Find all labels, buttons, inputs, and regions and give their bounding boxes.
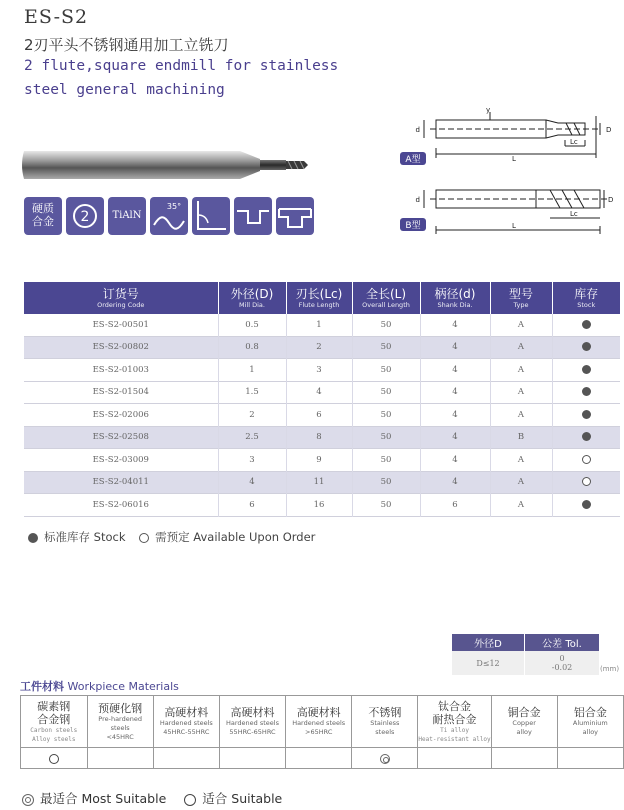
table-row — [24, 449, 620, 472]
slot-icon — [234, 197, 272, 235]
material-name-en: Carbon steels Alloy steels — [30, 726, 78, 743]
cell-type: A — [490, 336, 552, 359]
carbide-icon — [24, 197, 62, 235]
cell-type: A — [490, 404, 552, 427]
cell-d: 4 — [420, 359, 490, 382]
svg-text:2: 2 — [80, 209, 90, 225]
label-Lc-b: Lc — [570, 210, 578, 218]
most-suitable-icon — [22, 794, 34, 806]
cell-stock — [552, 314, 620, 336]
unit-label: (mm) — [600, 665, 620, 673]
cell-L: 50 — [352, 359, 420, 382]
cell-code: ES-S2-00802 — [24, 336, 218, 359]
col-flute-length: 刃长(Lc) Flute Length — [286, 282, 352, 314]
cell-Lc: 1 — [286, 314, 352, 336]
workpiece-title — [20, 678, 179, 694]
cell-D: 1 — [218, 359, 286, 382]
cell-type: A — [490, 494, 552, 517]
cell-D: 0.8 — [218, 336, 286, 359]
cell-stock — [552, 381, 620, 404]
tol-header-tol: 公差 Tol. — [525, 634, 600, 651]
cell-stock — [552, 449, 620, 472]
tol-upper: 0 — [559, 654, 565, 663]
material-suitability — [557, 748, 623, 769]
cell-L: 50 — [352, 471, 420, 494]
material-col-6 — [418, 696, 491, 748]
stock-dot — [582, 320, 591, 329]
cell-type: A — [490, 314, 552, 336]
stock-dot — [582, 365, 591, 374]
material-suitability — [491, 748, 557, 769]
label-L-a: L — [512, 155, 516, 163]
cell-type: A — [490, 381, 552, 404]
table-row — [24, 314, 620, 336]
cell-L: 50 — [352, 314, 420, 336]
stock-dot — [582, 455, 591, 464]
material-name-cn: 高硬材料 — [164, 706, 209, 719]
material-col-1 — [87, 696, 153, 748]
stock-dot — [582, 342, 591, 351]
material-col-4 — [286, 696, 352, 748]
type-a-label: A型 — [405, 155, 421, 165]
cell-type: B — [490, 426, 552, 449]
stock-legend — [28, 529, 315, 545]
material-suitability — [87, 748, 153, 769]
material-col-5 — [352, 696, 418, 748]
svg-text:35°: 35° — [166, 202, 182, 211]
legend-stock: 标准库存 Stock — [44, 530, 126, 544]
material-name-cn: 铜合金 — [507, 706, 541, 719]
material-name-en: Hardened steels >65HRC — [292, 719, 346, 736]
label-D-a: D — [606, 126, 612, 134]
cell-D: 1.5 — [218, 381, 286, 404]
cell-D: 2 — [218, 404, 286, 427]
cell-d: 4 — [420, 426, 490, 449]
legend-most-suitable: 最适合 Most Suitable — [40, 791, 167, 806]
tialn-coating-icon — [108, 197, 146, 235]
cell-L: 50 — [352, 426, 420, 449]
cell-D: 0.5 — [218, 314, 286, 336]
cell-code: ES-S2-06016 — [24, 494, 218, 517]
cell-d: 4 — [420, 404, 490, 427]
cell-Lc: 6 — [286, 404, 352, 427]
cell-stock — [552, 404, 620, 427]
material-suitability — [286, 748, 352, 769]
cell-L: 50 — [352, 336, 420, 359]
product-model: ES-S2 — [24, 6, 89, 28]
suitability-legend — [22, 789, 282, 807]
label-D-b: D — [608, 196, 614, 204]
table-row — [24, 404, 620, 427]
material-name-en: Stainless steels — [370, 719, 400, 736]
cell-stock — [552, 471, 620, 494]
table-row — [24, 426, 620, 449]
col-overall-length: 全长(L) Overall Length — [352, 282, 420, 314]
col-shank-dia: 柄径(d) Shank Dia. — [420, 282, 490, 314]
stock-dot — [582, 410, 591, 419]
material-name-cn: 钛合金 耐热合金 — [432, 699, 477, 726]
cell-L: 50 — [352, 404, 420, 427]
suitable-icon — [184, 794, 196, 806]
cell-type: A — [490, 471, 552, 494]
helix-35-icon — [150, 197, 188, 235]
type-b-label: B型 — [405, 221, 421, 231]
col-stock: 库存 Stock — [552, 282, 620, 314]
cell-Lc: 16 — [286, 494, 352, 517]
material-suitability — [21, 748, 88, 769]
stock-dot — [582, 500, 591, 509]
product-title-en-line2: steel general machining — [24, 82, 225, 98]
cell-D: 6 — [218, 494, 286, 517]
tol-lower: -0.02 — [551, 663, 573, 672]
cell-code: ES-S2-04011 — [24, 471, 218, 494]
product-title-en-line1: 2 flute,square endmill for stainless — [24, 58, 339, 74]
material-name-en: Pre-hardened steels <45HRC — [98, 714, 142, 741]
table-row — [24, 336, 620, 359]
cell-d: 4 — [420, 314, 490, 336]
cell-L: 50 — [352, 381, 420, 404]
workpiece-title-en: Workpiece Materials — [67, 680, 179, 693]
material-name-cn: 高硬材料 — [230, 706, 275, 719]
cell-d: 4 — [420, 381, 490, 404]
material-suitability — [418, 748, 491, 769]
tol-value — [525, 651, 600, 675]
material-name-cn: 预硬化钢 — [98, 701, 143, 715]
cell-code: ES-S2-02508 — [24, 426, 218, 449]
workpiece-title-cn: 工件材料 — [20, 680, 64, 693]
cell-Lc: 8 — [286, 426, 352, 449]
cell-Lc: 11 — [286, 471, 352, 494]
t-slot-icon — [276, 197, 314, 235]
cell-d: 4 — [420, 471, 490, 494]
table-row — [24, 381, 620, 404]
cell-D: 4 — [218, 471, 286, 494]
material-name-cn: 碳素钢 合金钢 — [37, 699, 71, 726]
material-col-2 — [153, 696, 219, 748]
table-row — [24, 359, 620, 382]
label-d-a: d — [415, 126, 420, 134]
cell-Lc: 4 — [286, 381, 352, 404]
material-name-cn: 不锈钢 — [368, 706, 402, 719]
suitable-icon — [49, 754, 59, 764]
spec-table-header — [24, 282, 620, 314]
cell-type: A — [490, 359, 552, 382]
label-d-b: d — [415, 196, 420, 204]
legend-order: 需预定 Available Upon Order — [155, 530, 316, 544]
cell-d: 6 — [420, 494, 490, 517]
material-suitability — [153, 748, 219, 769]
material-col-8 — [557, 696, 623, 748]
cell-D: 2.5 — [218, 426, 286, 449]
cell-stock — [552, 336, 620, 359]
material-name-en: Copper alloy — [512, 719, 536, 736]
material-name-en: Hardened steels 55HRC-65HRC — [226, 719, 279, 736]
material-name-en: Ti alloy Heat-resistant alloy — [418, 726, 491, 743]
stock-dot — [582, 387, 591, 396]
stock-filled-dot — [28, 533, 38, 543]
carbide-label: 硬质 合金 — [32, 202, 54, 228]
cell-code: ES-S2-02006 — [24, 404, 218, 427]
cell-code: ES-S2-00501 — [24, 314, 218, 336]
cell-stock — [552, 359, 620, 382]
material-name-en: Aluminium alloy — [572, 719, 608, 736]
cell-stock — [552, 494, 620, 517]
material-col-0 — [21, 696, 88, 748]
cell-code: ES-S2-03009 — [24, 449, 218, 472]
two-flute-icon — [66, 197, 104, 235]
cell-L: 50 — [352, 449, 420, 472]
material-col-7 — [491, 696, 557, 748]
cell-type: A — [490, 449, 552, 472]
col-type: 型号 Type — [490, 282, 552, 314]
tol-dia-value: D≤12 — [452, 651, 525, 675]
cell-L: 50 — [352, 494, 420, 517]
stock-dot — [582, 432, 591, 441]
material-col-3 — [219, 696, 285, 748]
col-ordering-code: 订货号 Ordering Code — [24, 282, 218, 314]
material-suitability — [219, 748, 285, 769]
workpiece-table — [20, 695, 624, 769]
label-Lc-a: Lc — [570, 138, 578, 146]
most-suitable-icon — [380, 754, 390, 764]
cell-stock — [552, 426, 620, 449]
spec-table — [24, 282, 620, 517]
table-row — [24, 471, 620, 494]
label-y: y — [486, 106, 491, 114]
table-row — [24, 494, 620, 517]
square-end-icon — [192, 197, 230, 235]
tolerance-table — [452, 634, 599, 675]
endmill-photo — [20, 145, 312, 185]
label-L-b: L — [512, 222, 516, 230]
cell-d: 4 — [420, 449, 490, 472]
material-name-cn: 铝合金 — [573, 706, 607, 719]
material-name-en: Hardened steels 45HRC-55HRC — [159, 719, 213, 736]
cell-Lc: 2 — [286, 336, 352, 359]
tialn-label: TiAlN — [112, 210, 142, 221]
cell-Lc: 9 — [286, 449, 352, 472]
order-open-dot — [139, 533, 149, 543]
material-name-cn: 高硬材料 — [296, 706, 341, 719]
cell-Lc: 3 — [286, 359, 352, 382]
tol-header-dia: 外径D — [452, 634, 525, 651]
cell-code: ES-S2-01003 — [24, 359, 218, 382]
dimension-drawing — [400, 100, 620, 240]
cell-code: ES-S2-01504 — [24, 381, 218, 404]
cell-d: 4 — [420, 336, 490, 359]
col-mill-dia: 外径(D) Mill Dia. — [218, 282, 286, 314]
legend-suitable: 适合 Suitable — [202, 791, 283, 806]
stock-dot — [582, 477, 591, 486]
material-suitability — [352, 748, 418, 769]
cell-D: 3 — [218, 449, 286, 472]
product-title-cn: 2刃平头不锈钢通用加工立铣刀 — [24, 36, 229, 54]
